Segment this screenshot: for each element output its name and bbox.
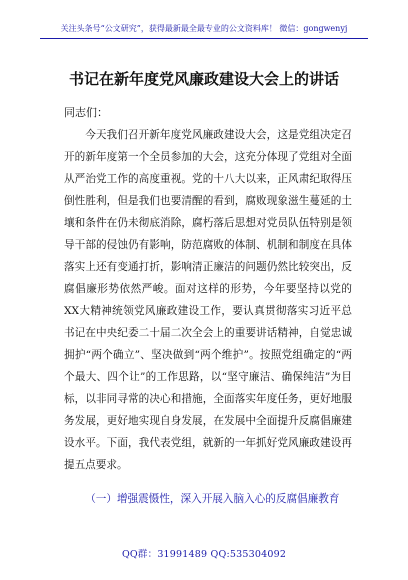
- body-paragraph: 今天我们召开新年度党风廉政建设大会，这是党组决定召开的新年度第一个全员参加的大会，这充分体现了党组对全面从严治党工作的高度重视。党的十八大以来，正风肃纪取得压倒性胜利，但是我们也要清醒的看到，腐败现象滋生蔓延的土壤和条件在仍未彻底消除，腐朽落后思想对党员队伍特别是领导干部的侵蚀仍有影响，防范腐败的体制、机制和制度在具体落实上还有变通打折，影响清正廉洁的问题仍然比较突出，反腐倡廉形势依然严峻。面对这样的形势，今年要坚持以党的XX大精神统领党风廉政建设工作，要认真贯彻落实习近平总书记在中央纪委二十届二次全会上的重要讲话精神，自觉忠诚拥护“两个确立”、坚决做到“两个维护”。按照党组确定的“两个最大、四个让”的工作思路，以“坚守廉洁、确保纯洁”为目标，以非同寻常的决心和措施，全面落实年度任务，更好地服务发展，更好地实现自身发展，在发展中全面提升反腐倡廉建设水平。下面，我代表党组，就新的一年抓好党风廉政建设再提五点要求。: [64, 129, 352, 471]
- header-banner: [40, 12, 368, 39]
- footer-contact: QQ群：31991489 QQ:535304092: [121, 549, 287, 560]
- header-note: 关注头条号“公文研究”，获得最新最全最专业的公文资料库！ 微信：gongwenyj: [60, 24, 348, 33]
- salutation: 同志们：: [64, 106, 108, 119]
- section-heading: （一）增强震慑性，深入开展入脑入心的反腐倡廉教育: [85, 493, 340, 505]
- document-title: 书记在新年度党风廉政建设大会上的讲话: [68, 70, 339, 88]
